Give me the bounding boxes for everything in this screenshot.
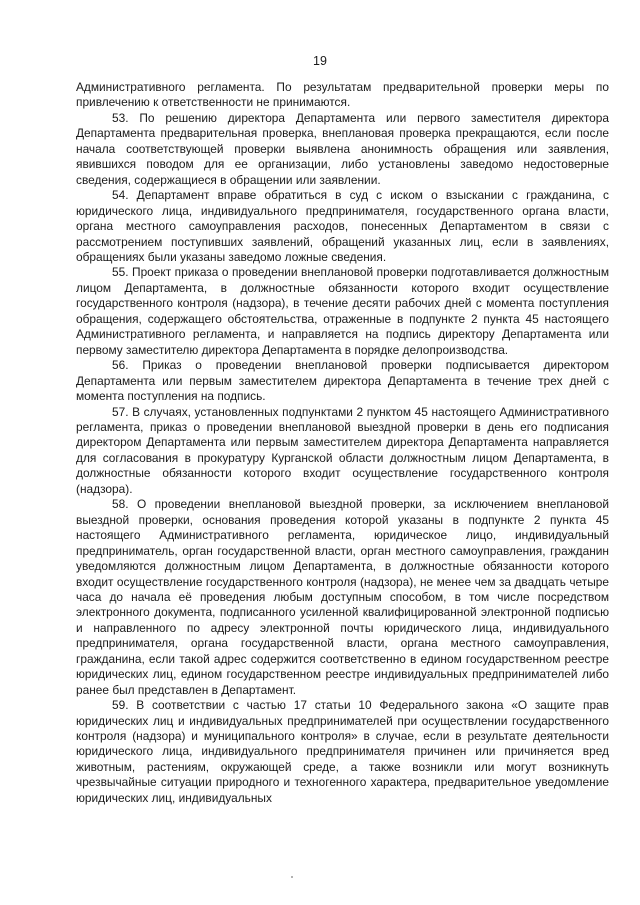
- document-body: [76, 80, 609, 806]
- paragraph-57: 57. В случаях, установленных подпунктами 2 пунктом 45 настоящего Административного регламента, приказ о проведении внеплановой выездной проверки в день его подписания директором Департамента или первым заместителем директора Департамента направляется для согласования в прокуратуру Курганской области должностным лицом Департамента, в должностные обязанности которого входит осуществление государственного контроля (надзора).: [76, 404, 609, 496]
- paragraph-52-continuation: Административного регламента. По результатам предварительной проверки меры по привлечению к ответственности не принимаются.: [76, 80, 609, 110]
- paragraph-55: 55. Проект приказа о проведении внеплановой проверки подготавливается должностным лицом Департамента, в должностные обязанности которого входит осуществление государственного контроля (надзора), в течение десяти рабочих дней с момента поступления обращения, содержащего обстоятельства, отраженные в подпункте 2 пункта 45 настоящего Административного регламента, и направляется на подпись директору Департамента или первому заместителю директора Департамента в порядке делопроизводства.: [76, 265, 609, 357]
- paragraph-53: 53. По решению директора Департамента или первого заместителя директора Департамента предварительная проверка, внеплановая проверка прекращаются, если после начала соответствующей проверки выявлена анонимность обращения или заявления, явившихся поводом для ее организации, либо установлены заведомо недостоверные сведения, содержащиеся в обращении или заявлении.: [76, 110, 609, 187]
- paragraph-59: 59. В соответствии с частью 17 статьи 10 Федерального закона «О защите прав юридических лиц и индивидуальных предпринимателей при осуществлении государственного контроля (надзора) и муниципального контроля» в случае, если в результате деятельности юридического лица, индивидуального предпринимателя причинен или причиняется вред животным, растениям, окружающей среде, а также возникли или могут возникнуть чрезвычайные ситуации природного и техногенного характера, предварительное уведомление юридических лиц, индивидуальных: [76, 698, 609, 805]
- scan-speck: [291, 876, 293, 878]
- paragraph-54: 54. Департамент вправе обратиться в суд с иском о взыскании с гражданина, с юридического лица, индивидуального предпринимателя, государственного органа власти, органа местного самоуправления расходов, понесенных Департаментом в связи с рассмотрением поступивших заявлений, обращений указанных лиц, если в заявлениях, обращениях были указаны заведомо ложные сведения.: [76, 188, 609, 264]
- paragraph-56: 56. Приказ о проведении внеплановой проверки подписывается директором Департамента или первым заместителем директора Департамента в течение трех дней с момента поступления на подпись.: [76, 358, 609, 404]
- paragraph-58: 58. О проведении внеплановой выездной проверки, за исключением внеплановой выездной проверки, основания проведения которой указаны в подпункте 2 пункта 45 настоящего Административного регламента, юридическое лицо, индивидуальный предприниматель, орган государственной власти, орган местного самоуправления, гражданин уведомляются должностным лицом Департамента, в должностные обязанности которого входит осуществление государственного контроля (надзора), не менее чем за двадцать четыре часа до начала её проведения любым доступным способом, в том числе посредством электронного документа, подписанного усиленной квалифицированной электронной подписью и направленного по адресу электронной почты юридического лица, индивидуального предпринимателя, органа государственной власти, органа местного самоуправления, гражданина, если такой адрес содержится соответственно в едином государственном реестре юридических лиц, едином государственном реестре индивидуальных предпринимателей либо ранее был представлен в Департамент.: [76, 497, 609, 697]
- page-number: 19: [313, 54, 327, 68]
